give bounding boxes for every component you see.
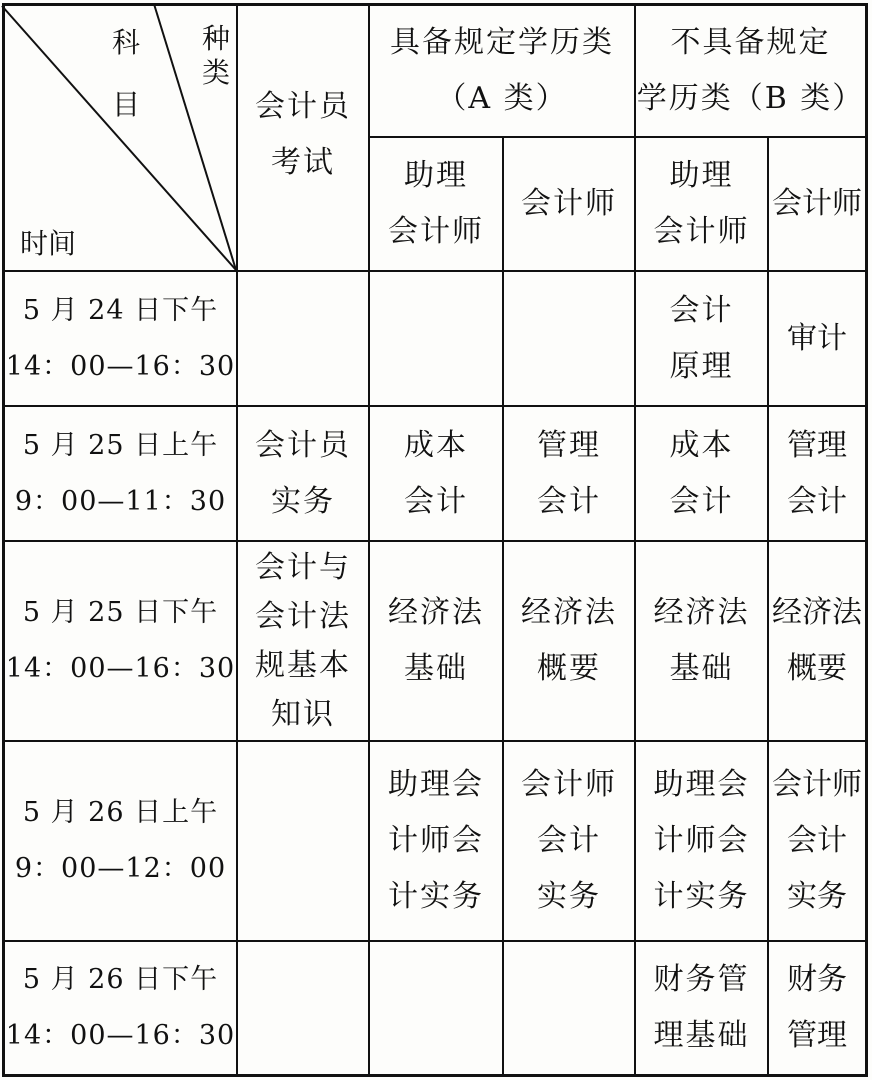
- table-cell: 经济法 概要: [772, 595, 862, 686]
- header-accountant-exam: 会计员 考试: [255, 89, 351, 180]
- row-time: 5 月 25 日下午 14：00—16：30: [5, 597, 236, 684]
- table-cell: 会计师 会计 实务: [521, 767, 617, 914]
- table-cell: 会计师 会计 实务: [772, 767, 862, 914]
- table-cell: [370, 272, 502, 405]
- table-cell: [238, 742, 368, 940]
- table-cell: 会计员 实务: [255, 427, 351, 519]
- table-cell: [504, 272, 634, 405]
- table-cell: [238, 272, 368, 405]
- table-cell: 会计与 会计法 规基本 知识: [255, 550, 351, 732]
- row-time: 5 月 24 日下午 14：00—16：30: [5, 294, 236, 382]
- table-cell: 管理 会计: [537, 427, 601, 519]
- corner-time-label: 时间: [20, 227, 77, 260]
- row-time: 5 月 26 日上午 9：00—12：00: [14, 797, 227, 884]
- table-cell: [370, 942, 502, 1074]
- corner-type-label: 种 类: [201, 22, 230, 89]
- table-cell: 经济法 概要: [521, 595, 617, 686]
- header-a-accountant: 会计师: [521, 186, 617, 221]
- header-b-accountant: 会计师: [772, 186, 862, 221]
- table-cell: 财务管 理基础: [653, 962, 750, 1053]
- table-cell: 成本 会计: [669, 427, 734, 519]
- table-cell: 财务 管理: [787, 962, 847, 1053]
- header-class-b: 不具备规定 学历类（B 类）: [636, 25, 865, 116]
- table-cell: [238, 942, 368, 1074]
- table-cell: 助理会 计师会 计实务: [653, 767, 750, 914]
- table-cell: 审计: [787, 320, 847, 356]
- table-cell: 会计 原理: [669, 292, 734, 384]
- table-cell: 经济法 基础: [388, 595, 484, 686]
- row-time: 5 月 25 日上午 9：00—11：30: [14, 429, 227, 517]
- corner-subject-label: 科 目: [112, 26, 141, 121]
- header-class-a: 具备规定学历类 （A 类）: [390, 25, 614, 116]
- table-cell: 经济法 基础: [653, 595, 750, 686]
- table-cell: 管理 会计: [787, 427, 847, 519]
- table-cell: [504, 942, 634, 1074]
- header-a-assistant-accountant: 助理 会计师: [388, 158, 484, 249]
- row-time: 5 月 26 日下午 14：00—16：30: [5, 964, 236, 1051]
- table-cell: 成本 会计: [404, 427, 468, 519]
- table-border-bottom: [2, 1074, 868, 1077]
- header-b-assistant-accountant: 助理 会计师: [653, 158, 750, 249]
- table-cell: 助理会 计师会 计实务: [388, 767, 484, 914]
